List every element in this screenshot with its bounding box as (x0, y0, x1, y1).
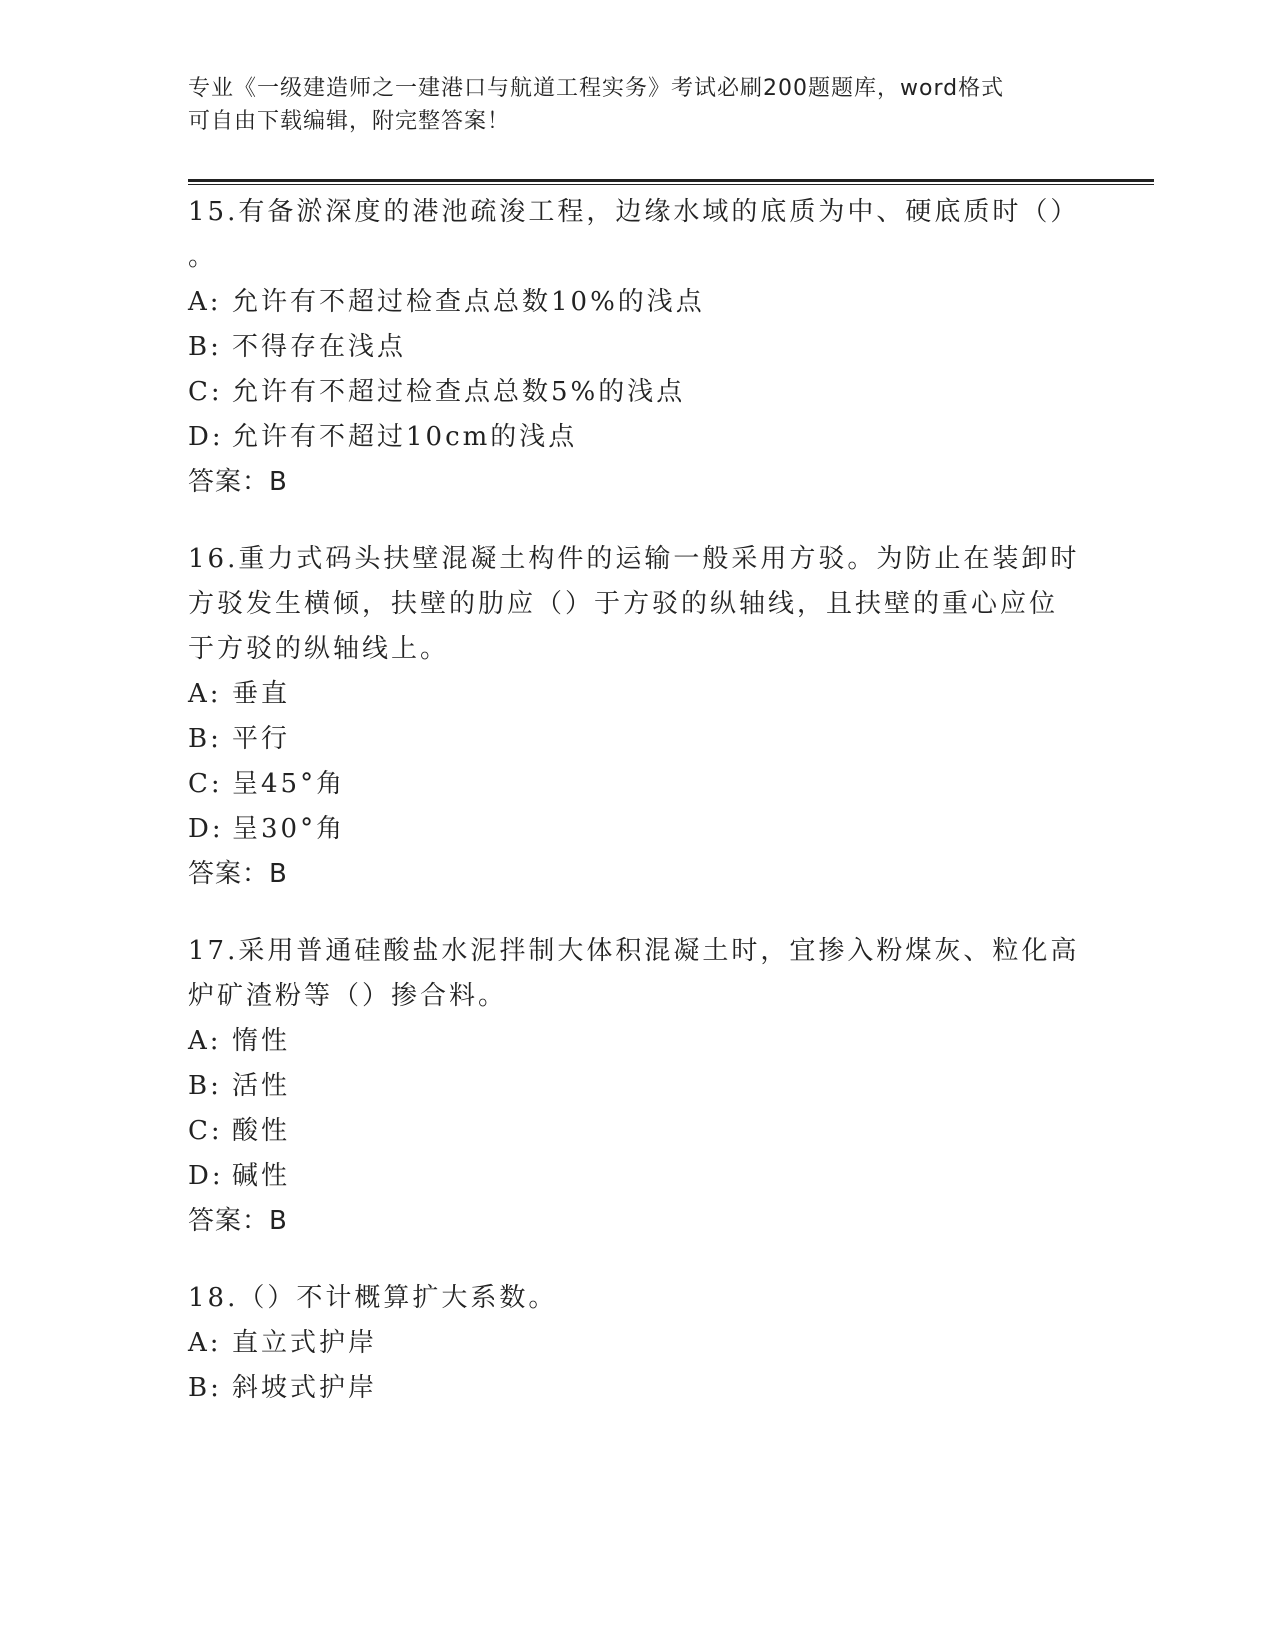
question-stem-line: 16.重力式码头扶壁混凝土构件的运输一般采用方驳。为防止在装卸时 (188, 544, 1080, 574)
option-key: D: (188, 814, 224, 844)
option-text: 酸性 (232, 1116, 291, 1146)
question-17 (188, 929, 1088, 1244)
option-b (188, 1064, 1088, 1109)
option-text: 呈45°角 (232, 769, 346, 799)
question-stem-line: 18.（）不计概算扩大系数。 (188, 1283, 558, 1313)
header-line-2: 可自由下载编辑，附完整答案！ (188, 109, 511, 134)
option-key: B: (188, 724, 222, 754)
option-key: A: (188, 1328, 222, 1358)
question-stem-line: 于方驳的纵轴线上。 (188, 634, 450, 664)
option-text: 平行 (232, 724, 291, 754)
question-stem-line: 17.采用普通硅酸盐水泥拌制大体积混凝土时，宜掺入粉煤灰、粒化高 (188, 936, 1080, 966)
option-key: B: (188, 1373, 222, 1403)
option-text: 允许有不超过检查点总数5%的浅点 (232, 377, 686, 407)
option-d (188, 807, 1088, 852)
option-key: D: (188, 1161, 224, 1191)
option-a (188, 280, 1088, 325)
option-a (188, 1321, 1088, 1366)
option-d (188, 415, 1088, 460)
option-a (188, 672, 1088, 717)
option-key: C: (188, 769, 223, 799)
question-16 (188, 537, 1088, 897)
option-text: 不得存在浅点 (232, 332, 407, 362)
option-key: D: (188, 422, 224, 452)
header-line-1: 专业《一级建造师之一建港口与航道工程实务》考试必刷200题题库，word格式 (188, 76, 1005, 101)
question-list (188, 190, 1088, 1443)
option-key: A: (188, 287, 222, 317)
header-divider-thin (188, 184, 1154, 185)
option-d (188, 1154, 1088, 1199)
option-text: 允许有不超过检查点总数10%的浅点 (232, 287, 705, 317)
option-a (188, 1019, 1088, 1064)
document-header (188, 72, 1088, 138)
option-text: 允许有不超过10cm的浅点 (232, 422, 578, 452)
option-key: C: (188, 377, 223, 407)
question-18 (188, 1276, 1088, 1411)
option-key: B: (188, 1071, 222, 1101)
option-key: A: (188, 1026, 222, 1056)
option-text: 呈30°角 (232, 814, 346, 844)
option-b (188, 1366, 1088, 1411)
question-15 (188, 190, 1088, 505)
question-stem-line: 15.有备淤深度的港池疏浚工程，边缘水域的底质为中、硬底质时（） (188, 197, 1080, 227)
option-text: 惰性 (232, 1026, 291, 1056)
option-c (188, 762, 1088, 807)
header-divider-thick (188, 179, 1154, 182)
option-b (188, 325, 1088, 370)
option-text: 直立式护岸 (232, 1328, 378, 1358)
option-b (188, 717, 1088, 762)
option-key: B: (188, 332, 222, 362)
answer-line: 答案：B (188, 1206, 288, 1236)
option-key: A: (188, 679, 222, 709)
question-stem-line: 方驳发生横倾，扶壁的肋应（）于方驳的纵轴线，且扶壁的重心应位 (188, 589, 1059, 619)
option-key: C: (188, 1116, 223, 1146)
answer-line: 答案：B (188, 467, 288, 497)
option-text: 斜坡式护岸 (232, 1373, 378, 1403)
option-c (188, 370, 1088, 415)
option-c (188, 1109, 1088, 1154)
option-text: 碱性 (232, 1161, 291, 1191)
option-text: 垂直 (232, 679, 291, 709)
option-text: 活性 (232, 1071, 291, 1101)
question-stem-line: 炉矿渣粉等（）掺合料。 (188, 981, 508, 1011)
answer-line: 答案：B (188, 859, 288, 889)
question-stem-line: 。 (188, 242, 218, 272)
